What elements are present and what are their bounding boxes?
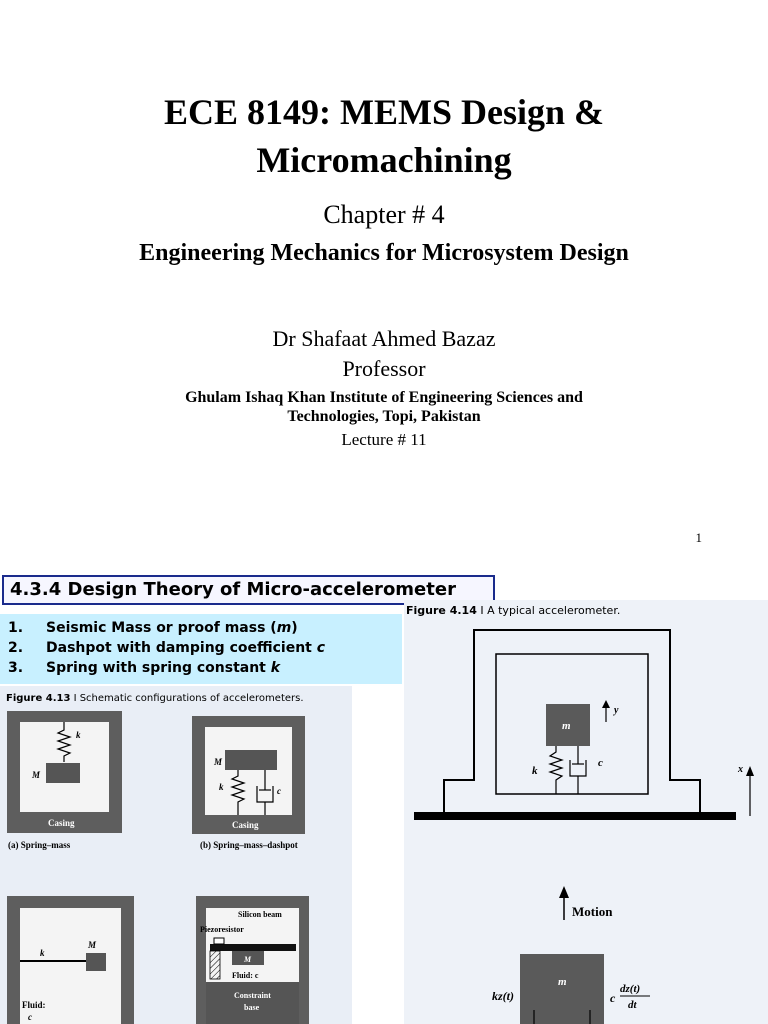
mass-block <box>520 954 604 1024</box>
list-item-variable: k <box>270 660 281 676</box>
svg-text:kz(t): kz(t) <box>492 989 514 1003</box>
figure-4-14 <box>404 600 768 1024</box>
svg-text:Silicon beam: Silicon beam <box>238 910 282 919</box>
cantilever-fluid-diagram <box>7 896 134 1024</box>
motion-arrow-icon <box>559 886 569 898</box>
chapter-label: Chapter # 4 <box>323 200 445 229</box>
svg-text:M: M <box>32 770 41 780</box>
section-title: 4.3.4 Design Theory of Micro-accelerometer <box>2 575 495 605</box>
figure-4-13-caption: Figure 4.13 I Schematic configurations of accelerometers. <box>6 693 304 704</box>
accelerometer-diagram <box>414 630 754 820</box>
institution-line2: Technologies, Topi, Pakistan <box>287 408 481 425</box>
svg-text:Casing: Casing <box>232 820 259 830</box>
list-item-number: 3. <box>8 660 24 676</box>
svg-text:base: base <box>244 1003 260 1012</box>
svg-text:m: m <box>562 720 571 732</box>
figure-4-14-drawing <box>404 600 768 1024</box>
spring-icon <box>550 746 562 794</box>
list-item <box>8 620 298 636</box>
silicon-beam <box>210 944 296 951</box>
list-item-number: 1. <box>8 620 24 636</box>
figure-4-14-caption: Figure 4.14 I A typical accelerometer. <box>406 604 621 617</box>
svg-text:c: c <box>598 757 603 769</box>
base-plate <box>414 812 736 820</box>
svg-text:x: x <box>738 764 743 775</box>
piezoresistor <box>214 938 224 944</box>
svg-text:dz(t): dz(t) <box>620 983 641 995</box>
list-item-tail: ) <box>291 620 298 636</box>
author-name: Dr Shafaat Ahmed Bazaz <box>272 326 496 351</box>
slide-subtitle: Engineering Mechanics for Microsystem Design <box>139 240 629 266</box>
list-item-text: Spring with spring constant <box>46 660 271 676</box>
svg-text:(a) Spring–mass: (a) Spring–mass <box>8 840 71 850</box>
svg-text:M: M <box>214 757 223 767</box>
spring-mass-dashpot-diagram <box>192 716 305 850</box>
slide-title-line1: ECE 8149: MEMS Design & <box>164 92 604 132</box>
figure-4-13-drawing <box>0 686 352 1024</box>
svg-text:k: k <box>219 782 224 792</box>
mass-block <box>46 763 80 783</box>
mass-block <box>86 953 106 971</box>
svg-text:c: c <box>610 991 616 1005</box>
content-slide <box>0 562 768 1024</box>
lecture-number: Lecture # 11 <box>341 430 427 449</box>
svg-text:m: m <box>558 976 567 988</box>
svg-text:y: y <box>614 705 619 716</box>
svg-text:Motion: Motion <box>572 904 613 919</box>
svg-text:dt: dt <box>628 999 637 1011</box>
svg-text:Constraint: Constraint <box>234 991 271 1000</box>
component-list <box>0 614 402 684</box>
slide-title-line2: Micromachining <box>256 140 512 180</box>
list-item <box>8 640 325 656</box>
svg-text:Casing: Casing <box>48 818 75 828</box>
svg-text:k: k <box>40 948 45 958</box>
mass-block <box>225 750 277 770</box>
dashpot-icon <box>570 746 586 794</box>
svg-text:M: M <box>244 955 252 964</box>
list-item-text: Seismic Mass or proof mass ( <box>46 620 277 636</box>
spring-mass-diagram <box>7 711 122 850</box>
svg-text:Fluid:: Fluid: <box>22 1000 46 1010</box>
svg-text:k: k <box>76 730 81 740</box>
list-item-variable: c <box>316 640 326 656</box>
list-item-number: 2. <box>8 640 24 656</box>
author-role: Professor <box>342 356 426 381</box>
svg-text:k: k <box>532 765 538 777</box>
svg-text:c: c <box>28 1012 32 1022</box>
svg-text:(b) Spring–mass–dashpot: (b) Spring–mass–dashpot <box>200 840 298 850</box>
list-item-text: Dashpot with damping coefficient <box>46 640 317 656</box>
list-item <box>8 660 280 676</box>
institution-line1: Ghulam Ishaq Khan Institute of Engineering Sciences and <box>185 389 583 406</box>
svg-text:Piezoresistor: Piezoresistor <box>200 925 244 934</box>
piezoresistive-diagram <box>196 896 309 1024</box>
svg-text:Fluid: c: Fluid: c <box>232 971 259 980</box>
free-body-diagram <box>492 886 650 1024</box>
svg-text:M: M <box>88 940 97 950</box>
svg-text:c: c <box>277 786 281 796</box>
institution <box>0 388 768 426</box>
page-number: 1 <box>695 530 702 545</box>
figure-4-13 <box>0 686 352 1024</box>
list-item-variable: m <box>276 620 292 636</box>
slide-title <box>0 88 768 184</box>
